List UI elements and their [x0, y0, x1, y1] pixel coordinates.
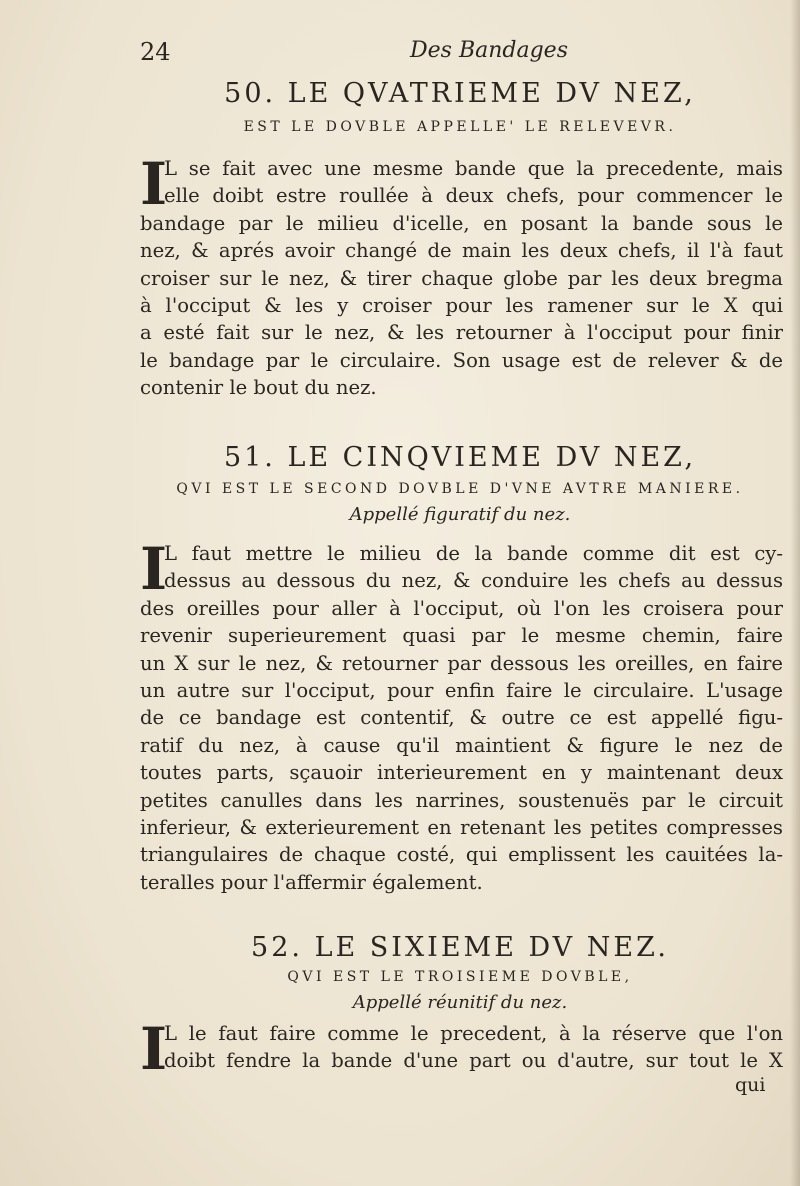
section-subtitle: EST LE DOVBLE APPELLE' LE RELEVEVR.: [243, 119, 677, 135]
section-named: Appellé réunitif du nez.: [352, 992, 568, 1013]
page-number: 24: [140, 38, 171, 66]
text-line: dessus au dessous du nez, & conduire les chefs au dessus: [164, 569, 783, 593]
section-body: [140, 150, 783, 402]
section-title: 52. LE SIXIEME DV NEZ.: [251, 932, 669, 963]
page-edge-shadow: [790, 0, 800, 1186]
text-line: doibt fendre la bande d'une part ou d'autre, sur tout le X: [164, 1049, 783, 1073]
drop-cap: I: [140, 1015, 168, 1083]
text-line: bandage par le milieu d'icelle, en posant la bande sous le: [140, 211, 783, 235]
text-line: contenir le bout du nez.: [140, 376, 377, 400]
section-named: Appellé figuratif du nez.: [349, 504, 571, 525]
text-line: triangulaires de chaque costé, qui emplissent les cauitées la-: [140, 843, 783, 867]
text-line: L le faut faire comme le precedent, à la réserve que l'on: [164, 1022, 783, 1045]
running-title: Des Bandages: [410, 38, 568, 63]
text-line: un X sur le nez, & retourner par dessous les oreilles, en faire: [140, 651, 783, 675]
drop-cap: I: [140, 150, 168, 218]
text-line: de ce bandage est contentif, & outre ce est appellé figu-: [140, 706, 783, 730]
text-line: petites canulles dans les narrines, soustenuës par le circuit: [140, 788, 783, 812]
text-line: toutes parts, sçauoir interieurement en y maintenant deux: [140, 761, 783, 785]
section-title: 51. LE CINQVIEME DV NEZ,: [223, 442, 697, 473]
text-line: ratif du nez, à cause qu'il maintient & figure le nez de: [140, 733, 783, 757]
text-line: a esté fait sur le nez, & les retourner à l'occiput pour finir: [140, 321, 783, 345]
text-line: L faut mettre le milieu de la bande comme dit est cy-: [164, 542, 783, 565]
section-body: [140, 1020, 783, 1075]
catchword: qui: [735, 1074, 766, 1096]
text-line: teralles pour l'affermir également.: [140, 870, 483, 894]
section-subtitle: QVI EST LE SECOND DOVBLE D'VNE AVTRE MANIERE.: [176, 481, 744, 497]
text-line: revenir superieurement quasi par le mesme chemin, faire: [140, 624, 783, 648]
text-line: croiser sur le nez, & tirer chaque globe par les deux bregma: [140, 266, 783, 290]
text-line: elle doibt estre roullée à deux chefs, pour commencer le: [164, 184, 783, 208]
page-header: [140, 38, 780, 68]
section-body: [140, 535, 783, 896]
text-line: des oreilles pour aller à l'occiput, où l'on les croisera pour: [140, 596, 783, 620]
text-line: le bandage par le circulaire. Son usage est de relever & de: [140, 348, 783, 372]
drop-cap: I: [140, 535, 168, 603]
text-line: inferieur, & exterieurement en retenant les petites compresses: [140, 815, 783, 839]
text-line: nez, & aprés avoir changé de main les deux chefs, il l'à faut: [140, 239, 783, 263]
section-subtitle: QVI EST LE TROISIEME DOVBLE,: [287, 969, 633, 985]
text-line: un autre sur l'occiput, pour enfin faire le circulaire. L'usage: [140, 678, 783, 702]
text-line: à l'occiput & les y croiser pour les ramener sur le X qui: [140, 293, 783, 317]
text-line: L se fait avec une mesme bande que la precedente, mais: [164, 157, 783, 180]
section-title: 50. LE QVATRIEME DV NEZ,: [224, 78, 696, 109]
